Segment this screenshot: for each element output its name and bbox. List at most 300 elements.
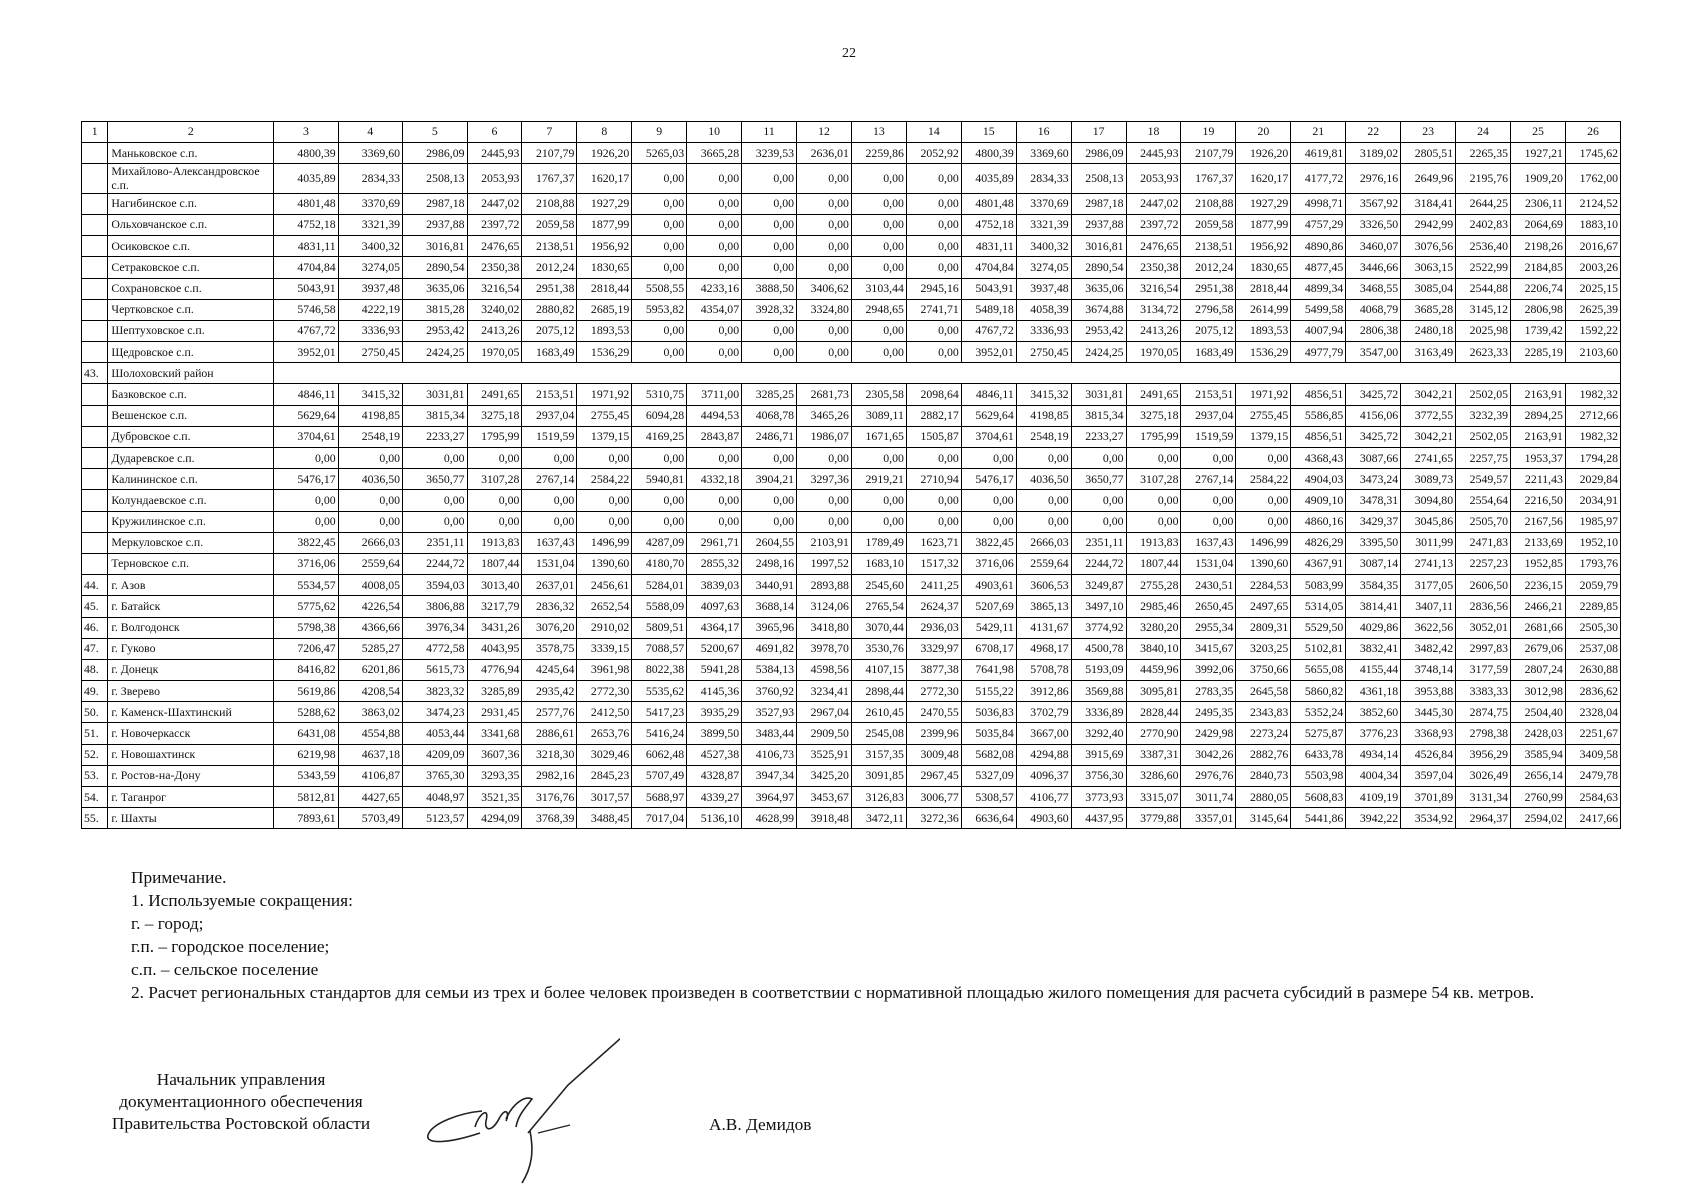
value-cell: 2772,30 bbox=[577, 681, 632, 702]
value-cell: 2767,14 bbox=[1181, 469, 1236, 490]
value-cell: 3383,33 bbox=[1456, 681, 1511, 702]
value-cell: 5489,18 bbox=[961, 299, 1016, 320]
value-cell: 3094,80 bbox=[1401, 490, 1456, 511]
value-cell: 5476,17 bbox=[274, 469, 338, 490]
column-number-header: 7 bbox=[522, 122, 577, 143]
value-cell: 0,00 bbox=[1126, 511, 1181, 532]
value-cell: 2244,72 bbox=[1071, 553, 1126, 574]
value-cell: 5327,09 bbox=[961, 765, 1016, 786]
value-cell: 2982,16 bbox=[522, 765, 577, 786]
value-cell: 3445,30 bbox=[1401, 702, 1456, 723]
value-cell: 2153,51 bbox=[1181, 384, 1236, 405]
value-cell: 3370,69 bbox=[338, 193, 402, 214]
value-cell: 2750,45 bbox=[338, 342, 402, 363]
value-cell: 4364,17 bbox=[687, 617, 742, 638]
value-cell: 2770,90 bbox=[1126, 723, 1181, 744]
value-cell: 2836,62 bbox=[1565, 681, 1620, 702]
value-cell: 2413,26 bbox=[1126, 320, 1181, 341]
value-cell: 2124,52 bbox=[1565, 193, 1620, 214]
value-cell: 8416,82 bbox=[274, 659, 338, 680]
municipality-name: Кружилинское с.п. bbox=[108, 511, 274, 532]
value-cell: 0,00 bbox=[403, 448, 467, 469]
row-number: 48. bbox=[82, 659, 108, 680]
value-cell: 5352,24 bbox=[1291, 702, 1346, 723]
row-number: 52. bbox=[82, 744, 108, 765]
table-row bbox=[82, 553, 1621, 574]
value-cell: 0,00 bbox=[742, 511, 797, 532]
value-cell: 4367,91 bbox=[1291, 553, 1346, 574]
value-cell: 4427,65 bbox=[338, 787, 402, 808]
value-cell: 0,00 bbox=[687, 193, 742, 214]
value-cell: 0,00 bbox=[906, 490, 961, 511]
row-number bbox=[82, 426, 108, 447]
column-number-header: 23 bbox=[1401, 122, 1456, 143]
value-cell: 0,00 bbox=[742, 448, 797, 469]
value-cell: 4366,66 bbox=[338, 617, 402, 638]
value-cell: 5941,28 bbox=[687, 659, 742, 680]
value-cell: 2211,43 bbox=[1511, 469, 1566, 490]
municipality-name: г. Азов bbox=[108, 575, 274, 596]
value-cell: 5703,49 bbox=[338, 808, 402, 829]
value-cell: 4068,78 bbox=[742, 405, 797, 426]
value-cell: 1986,07 bbox=[797, 426, 852, 447]
value-cell: 2610,45 bbox=[851, 702, 906, 723]
value-cell: 3107,28 bbox=[467, 469, 522, 490]
value-cell: 3315,07 bbox=[1126, 787, 1181, 808]
value-cell: 2103,91 bbox=[797, 532, 852, 553]
value-cell: 2755,45 bbox=[577, 405, 632, 426]
value-cell: 0,00 bbox=[906, 257, 961, 278]
value-cell: 2133,69 bbox=[1511, 532, 1566, 553]
value-cell: 5707,49 bbox=[632, 765, 687, 786]
value-cell: 3888,50 bbox=[742, 278, 797, 299]
value-cell: 3776,23 bbox=[1346, 723, 1401, 744]
value-cell: 3704,61 bbox=[274, 426, 338, 447]
value-cell: 2987,18 bbox=[1071, 193, 1126, 214]
value-cell: 1519,59 bbox=[522, 426, 577, 447]
value-cell: 5384,13 bbox=[742, 659, 797, 680]
column-number-header: 22 bbox=[1346, 122, 1401, 143]
value-cell: 1952,85 bbox=[1511, 553, 1566, 574]
municipality-name: Шептуховское с.п. bbox=[108, 320, 274, 341]
value-cell: 0,00 bbox=[851, 490, 906, 511]
value-cell: 1794,28 bbox=[1565, 448, 1620, 469]
value-cell: 1683,10 bbox=[851, 553, 906, 574]
value-cell: 0,00 bbox=[522, 511, 577, 532]
value-cell: 0,00 bbox=[632, 214, 687, 235]
row-number bbox=[82, 342, 108, 363]
value-cell: 1683,49 bbox=[522, 342, 577, 363]
value-cell: 2305,58 bbox=[851, 384, 906, 405]
value-cell: 3339,15 bbox=[577, 638, 632, 659]
value-cell: 4934,14 bbox=[1346, 744, 1401, 765]
value-cell: 0,00 bbox=[742, 342, 797, 363]
value-cell: 2645,58 bbox=[1236, 681, 1291, 702]
value-cell: 3822,45 bbox=[961, 532, 1016, 553]
table-row bbox=[82, 575, 1621, 596]
value-cell: 2498,16 bbox=[742, 553, 797, 574]
value-cell: 4156,06 bbox=[1346, 405, 1401, 426]
table-row bbox=[82, 490, 1621, 511]
value-cell: 2798,38 bbox=[1456, 723, 1511, 744]
value-cell: 0,00 bbox=[742, 490, 797, 511]
value-cell: 4494,53 bbox=[687, 405, 742, 426]
value-cell: 2679,06 bbox=[1511, 638, 1566, 659]
value-cell: 4968,17 bbox=[1016, 638, 1071, 659]
value-cell: 2289,85 bbox=[1565, 596, 1620, 617]
value-cell: 4106,73 bbox=[742, 744, 797, 765]
row-number bbox=[82, 193, 108, 214]
value-cell: 5619,86 bbox=[274, 681, 338, 702]
value-cell: 3321,39 bbox=[1016, 214, 1071, 235]
value-cell: 4801,48 bbox=[961, 193, 1016, 214]
value-cell: 2417,66 bbox=[1565, 808, 1620, 829]
value-cell: 0,00 bbox=[1236, 490, 1291, 511]
value-cell: 2012,24 bbox=[522, 257, 577, 278]
value-cell: 5503,98 bbox=[1291, 765, 1346, 786]
value-cell: 4757,29 bbox=[1291, 214, 1346, 235]
row-number bbox=[82, 469, 108, 490]
value-cell: 2251,67 bbox=[1565, 723, 1620, 744]
value-cell: 2343,83 bbox=[1236, 702, 1291, 723]
value-cell: 2285,19 bbox=[1511, 342, 1566, 363]
value-cell: 4619,81 bbox=[1291, 143, 1346, 164]
value-cell: 3017,57 bbox=[577, 787, 632, 808]
value-cell: 2508,13 bbox=[1071, 164, 1126, 193]
row-number bbox=[82, 299, 108, 320]
value-cell: 3702,79 bbox=[1016, 702, 1071, 723]
value-cell: 5429,11 bbox=[961, 617, 1016, 638]
value-cell: 1390,60 bbox=[577, 553, 632, 574]
value-cell: 3400,32 bbox=[1016, 236, 1071, 257]
value-cell: 2397,72 bbox=[1126, 214, 1181, 235]
value-cell: 0,00 bbox=[797, 320, 852, 341]
value-cell: 2536,40 bbox=[1456, 236, 1511, 257]
value-cell: 3488,45 bbox=[577, 808, 632, 829]
value-cell: 2886,61 bbox=[522, 723, 577, 744]
value-cell: 2890,54 bbox=[403, 257, 467, 278]
value-cell: 2351,11 bbox=[1071, 532, 1126, 553]
value-cell: 2964,37 bbox=[1456, 808, 1511, 829]
value-cell: 2898,44 bbox=[851, 681, 906, 702]
row-number bbox=[82, 214, 108, 235]
value-cell: 2855,32 bbox=[687, 553, 742, 574]
value-cell: 3216,54 bbox=[1126, 278, 1181, 299]
value-cell: 0,00 bbox=[797, 448, 852, 469]
value-cell: 2537,08 bbox=[1565, 638, 1620, 659]
value-cell: 4459,96 bbox=[1126, 659, 1181, 680]
value-cell: 5798,38 bbox=[274, 617, 338, 638]
value-cell: 1927,29 bbox=[577, 193, 632, 214]
value-cell: 3031,81 bbox=[1071, 384, 1126, 405]
value-cell: 2351,11 bbox=[403, 532, 467, 553]
value-cell: 1795,99 bbox=[467, 426, 522, 447]
value-cell: 5193,09 bbox=[1071, 659, 1126, 680]
municipality-name: Дударевское с.п. bbox=[108, 448, 274, 469]
row-number: 44. bbox=[82, 575, 108, 596]
value-cell: 2666,03 bbox=[1016, 532, 1071, 553]
value-cell: 0,00 bbox=[632, 193, 687, 214]
value-cell: 3665,28 bbox=[687, 143, 742, 164]
signatory-title-line-3: Правительства Ростовской области bbox=[111, 1114, 371, 1133]
value-cell: 1997,52 bbox=[797, 553, 852, 574]
value-cell: 2429,98 bbox=[1181, 723, 1236, 744]
value-cell: 6636,64 bbox=[961, 808, 1016, 829]
value-cell: 2412,50 bbox=[577, 702, 632, 723]
value-cell: 3814,41 bbox=[1346, 596, 1401, 617]
value-cell: 3952,01 bbox=[274, 342, 338, 363]
value-cell: 4890,86 bbox=[1291, 236, 1346, 257]
value-cell: 2937,88 bbox=[1071, 214, 1126, 235]
value-cell: 2034,91 bbox=[1565, 490, 1620, 511]
value-cell: 2584,22 bbox=[577, 469, 632, 490]
value-cell: 2834,33 bbox=[1016, 164, 1071, 193]
value-cell: 3606,53 bbox=[1016, 575, 1071, 596]
value-cell: 2163,91 bbox=[1511, 426, 1566, 447]
value-cell: 3597,04 bbox=[1401, 765, 1456, 786]
value-cell: 4704,84 bbox=[961, 257, 1016, 278]
municipality-name: г. Зверево bbox=[108, 681, 274, 702]
value-cell: 1496,99 bbox=[1236, 532, 1291, 553]
value-cell: 3773,93 bbox=[1071, 787, 1126, 808]
value-cell: 1893,53 bbox=[1236, 320, 1291, 341]
value-cell: 2476,65 bbox=[1126, 236, 1181, 257]
table-row bbox=[82, 702, 1621, 723]
row-number: 54. bbox=[82, 787, 108, 808]
value-cell: 5207,69 bbox=[961, 596, 1016, 617]
value-cell: 4800,39 bbox=[961, 143, 1016, 164]
value-cell: 4903,60 bbox=[1016, 808, 1071, 829]
value-cell: 1536,29 bbox=[1236, 342, 1291, 363]
value-cell: 2236,15 bbox=[1511, 575, 1566, 596]
value-cell: 2053,93 bbox=[467, 164, 522, 193]
value-cell: 4899,34 bbox=[1291, 278, 1346, 299]
value-cell: 4106,87 bbox=[338, 765, 402, 786]
value-cell: 2741,65 bbox=[1401, 448, 1456, 469]
value-cell: 4109,19 bbox=[1346, 787, 1401, 808]
value-cell: 3042,21 bbox=[1401, 384, 1456, 405]
value-cell: 2402,83 bbox=[1456, 214, 1511, 235]
value-cell: 2845,23 bbox=[577, 765, 632, 786]
value-cell: 4131,67 bbox=[1016, 617, 1071, 638]
value-cell: 2961,71 bbox=[687, 532, 742, 553]
value-cell: 2167,56 bbox=[1511, 511, 1566, 532]
value-cell: 4554,88 bbox=[338, 723, 402, 744]
column-number-header: 3 bbox=[274, 122, 338, 143]
table-row bbox=[82, 596, 1621, 617]
value-cell: 2937,04 bbox=[522, 405, 577, 426]
signatory-title-line-2: документационного обеспечения bbox=[119, 1092, 363, 1111]
value-cell: 3163,49 bbox=[1401, 342, 1456, 363]
value-cell: 0,00 bbox=[851, 448, 906, 469]
value-cell: 2935,42 bbox=[522, 681, 577, 702]
value-cell: 3274,05 bbox=[338, 257, 402, 278]
value-cell: 1877,99 bbox=[1236, 214, 1291, 235]
value-cell: 2495,35 bbox=[1181, 702, 1236, 723]
value-cell: 2948,65 bbox=[851, 299, 906, 320]
value-cell: 3772,55 bbox=[1401, 405, 1456, 426]
value-cell: 0,00 bbox=[797, 214, 852, 235]
value-cell: 3547,00 bbox=[1346, 342, 1401, 363]
value-cell: 3961,98 bbox=[577, 659, 632, 680]
value-cell: 5629,64 bbox=[961, 405, 1016, 426]
value-cell: 2064,69 bbox=[1511, 214, 1566, 235]
value-cell: 2053,93 bbox=[1126, 164, 1181, 193]
value-cell: 4527,38 bbox=[687, 744, 742, 765]
value-cell: 0,00 bbox=[906, 193, 961, 214]
value-cell: 2796,58 bbox=[1181, 299, 1236, 320]
value-cell: 3530,76 bbox=[851, 638, 906, 659]
value-cell: 1390,60 bbox=[1236, 553, 1291, 574]
value-cell: 2818,44 bbox=[577, 278, 632, 299]
value-cell: 3912,86 bbox=[1016, 681, 1071, 702]
value-cell: 3016,81 bbox=[1071, 236, 1126, 257]
table-row bbox=[82, 808, 1621, 829]
value-cell: 0,00 bbox=[906, 164, 961, 193]
value-cell: 0,00 bbox=[687, 236, 742, 257]
value-cell: 3429,37 bbox=[1346, 511, 1401, 532]
value-cell: 1807,44 bbox=[467, 553, 522, 574]
municipality-name: г. Донецк bbox=[108, 659, 274, 680]
value-cell: 2559,64 bbox=[1016, 553, 1071, 574]
value-cell: 2216,50 bbox=[1511, 490, 1566, 511]
row-number bbox=[82, 164, 108, 193]
table-row bbox=[82, 143, 1621, 164]
value-cell: 3815,34 bbox=[1071, 405, 1126, 426]
value-cell: 4106,77 bbox=[1016, 787, 1071, 808]
column-number-header: 12 bbox=[797, 122, 852, 143]
value-cell: 2937,88 bbox=[403, 214, 467, 235]
value-cell: 4856,51 bbox=[1291, 426, 1346, 447]
value-cell: 3076,56 bbox=[1401, 236, 1456, 257]
value-cell: 3407,11 bbox=[1401, 596, 1456, 617]
value-cell: 3275,18 bbox=[467, 405, 522, 426]
value-cell: 3685,28 bbox=[1401, 299, 1456, 320]
value-cell: 2681,73 bbox=[797, 384, 852, 405]
value-cell: 0,00 bbox=[797, 164, 852, 193]
value-cell: 0,00 bbox=[1236, 448, 1291, 469]
value-cell: 2685,19 bbox=[577, 299, 632, 320]
value-cell: 2840,73 bbox=[1236, 765, 1291, 786]
value-cell: 2637,01 bbox=[522, 575, 577, 596]
value-cell: 3134,72 bbox=[1126, 299, 1181, 320]
value-cell: 3667,00 bbox=[1016, 723, 1071, 744]
municipality-name: Меркуловское с.п. bbox=[108, 532, 274, 553]
value-cell: 1745,62 bbox=[1565, 143, 1620, 164]
value-cell: 2919,21 bbox=[851, 469, 906, 490]
value-cell: 1671,65 bbox=[851, 426, 906, 447]
data-table-container bbox=[81, 121, 1621, 829]
value-cell: 0,00 bbox=[851, 342, 906, 363]
row-number: 55. bbox=[82, 808, 108, 829]
value-cell: 3217,79 bbox=[467, 596, 522, 617]
table-row bbox=[82, 723, 1621, 744]
value-cell: 1807,44 bbox=[1126, 553, 1181, 574]
value-cell: 3965,96 bbox=[742, 617, 797, 638]
value-cell: 4846,11 bbox=[274, 384, 338, 405]
value-cell: 2755,45 bbox=[1236, 405, 1291, 426]
value-cell: 0,00 bbox=[274, 511, 338, 532]
value-cell: 3189,02 bbox=[1346, 143, 1401, 164]
value-cell: 2636,01 bbox=[797, 143, 852, 164]
row-number bbox=[82, 511, 108, 532]
value-cell: 0,00 bbox=[467, 511, 522, 532]
value-cell: 3716,06 bbox=[274, 553, 338, 574]
municipality-name: Сетраковское с.п. bbox=[108, 257, 274, 278]
value-cell: 4752,18 bbox=[961, 214, 1016, 235]
value-cell: 2656,14 bbox=[1511, 765, 1566, 786]
value-cell: 0,00 bbox=[797, 490, 852, 511]
value-cell: 5417,23 bbox=[632, 702, 687, 723]
value-cell: 3368,93 bbox=[1401, 723, 1456, 744]
value-cell: 3239,53 bbox=[742, 143, 797, 164]
value-cell: 3863,02 bbox=[338, 702, 402, 723]
value-cell: 3976,34 bbox=[403, 617, 467, 638]
table-row bbox=[82, 532, 1621, 553]
value-cell: 5036,83 bbox=[961, 702, 1016, 723]
value-cell: 3042,21 bbox=[1401, 426, 1456, 447]
value-cell: 3052,01 bbox=[1456, 617, 1511, 638]
value-cell: 4008,05 bbox=[338, 575, 402, 596]
row-number: 46. bbox=[82, 617, 108, 638]
value-cell: 3899,50 bbox=[687, 723, 742, 744]
value-cell: 0,00 bbox=[1126, 448, 1181, 469]
municipality-name: Михайлово-Александровское с.п. bbox=[108, 164, 274, 193]
row-number bbox=[82, 143, 108, 164]
value-cell: 1893,53 bbox=[577, 320, 632, 341]
value-cell: 1927,21 bbox=[1511, 143, 1566, 164]
value-cell: 2624,37 bbox=[906, 596, 961, 617]
value-cell: 4198,85 bbox=[338, 405, 402, 426]
value-cell: 4294,88 bbox=[1016, 744, 1071, 765]
value-cell: 7641,98 bbox=[961, 659, 1016, 680]
value-cell: 3063,15 bbox=[1401, 257, 1456, 278]
value-cell: 2931,45 bbox=[467, 702, 522, 723]
value-cell: 3756,30 bbox=[1071, 765, 1126, 786]
value-cell: 1592,22 bbox=[1565, 320, 1620, 341]
value-cell: 2471,83 bbox=[1456, 532, 1511, 553]
value-cell: 0,00 bbox=[797, 193, 852, 214]
value-cell: 3915,69 bbox=[1071, 744, 1126, 765]
value-cell: 4361,18 bbox=[1346, 681, 1401, 702]
value-cell: 1739,42 bbox=[1511, 320, 1566, 341]
municipality-name: г. Шахты bbox=[108, 808, 274, 829]
value-cell: 0,00 bbox=[742, 164, 797, 193]
table-row bbox=[82, 405, 1621, 426]
municipality-name: Сохрановское с.п. bbox=[108, 278, 274, 299]
value-cell: 3415,32 bbox=[338, 384, 402, 405]
value-cell: 5534,57 bbox=[274, 575, 338, 596]
column-number-header: 16 bbox=[1016, 122, 1071, 143]
value-cell: 2075,12 bbox=[1181, 320, 1236, 341]
value-cell: 3594,03 bbox=[403, 575, 467, 596]
value-cell: 3177,59 bbox=[1456, 659, 1511, 680]
table-row bbox=[82, 617, 1621, 638]
column-number-header: 2 bbox=[108, 122, 274, 143]
value-cell: 0,00 bbox=[1071, 511, 1126, 532]
value-cell: 3293,35 bbox=[467, 765, 522, 786]
value-cell: 6431,08 bbox=[274, 723, 338, 744]
value-cell: 2584,22 bbox=[1236, 469, 1291, 490]
value-cell: 2059,58 bbox=[522, 214, 577, 235]
abbreviation-rural-settlement: с.п. – сельское поселение bbox=[131, 960, 319, 979]
value-cell: 2545,60 bbox=[851, 575, 906, 596]
row-number: 47. bbox=[82, 638, 108, 659]
value-cell: 2594,02 bbox=[1511, 808, 1566, 829]
value-cell: 4004,34 bbox=[1346, 765, 1401, 786]
value-cell: 4776,94 bbox=[467, 659, 522, 680]
value-cell: 1795,99 bbox=[1126, 426, 1181, 447]
